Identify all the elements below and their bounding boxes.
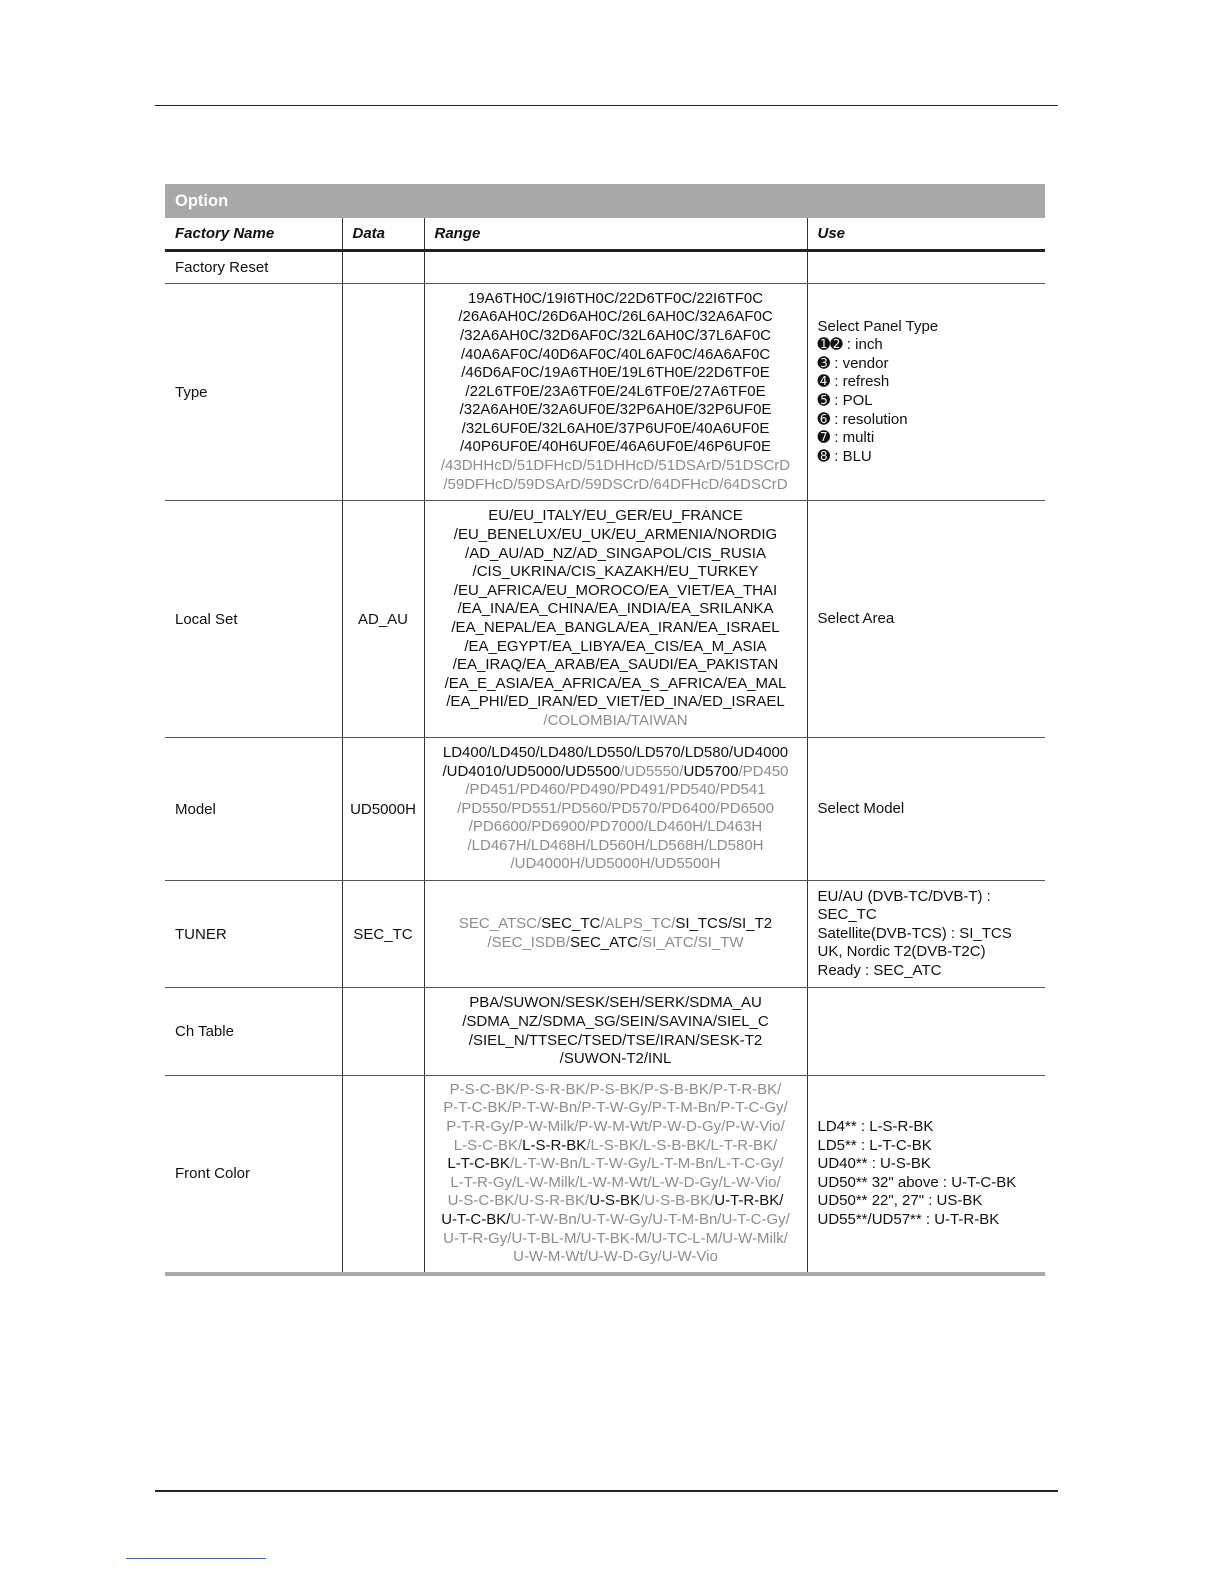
range-segment: SI_TCS/SI_T2	[675, 915, 773, 933]
range-segment: /40P6UF0E/40H6UF0E/46A6UF0E/46P6UF0E	[460, 438, 771, 456]
factory-name-cell: Model	[165, 738, 342, 881]
range-line	[425, 712, 807, 731]
range-line	[425, 308, 807, 327]
range-segment: /L-S-BK/L-S-B-BK/L-T-R-BK/	[586, 1136, 778, 1154]
use-line: SEC_TC	[817, 906, 877, 924]
header-data: Data	[342, 218, 424, 251]
header-use: Use	[807, 218, 1045, 251]
range-cell	[424, 738, 807, 881]
range-segment: /PD450	[738, 762, 789, 780]
range-line	[425, 837, 807, 856]
range-segment: /EA_INA/EA_CHINA/EA_INDIA/EA_SRILANKA	[457, 600, 774, 618]
range-line	[425, 800, 807, 819]
use-line: UD55**/UD57** : U-T-R-BK	[817, 1210, 1000, 1228]
range-line	[425, 1192, 807, 1211]
range-line	[425, 656, 807, 675]
range-segment: /EU_BENELUX/EU_UK/EU_ARMENIA/NORDIG	[453, 526, 778, 544]
range-segment: U-W-M-Wt/U-W-D-Gy/U-W-Vio	[513, 1248, 718, 1266]
range-segment: /40A6AF0C/40D6AF0C/40L6AF0C/46A6AF0C	[460, 345, 771, 363]
range-segment: SEC_ATSC/	[458, 915, 542, 933]
range-line	[425, 563, 807, 582]
range-segment: /ALPS_TC/	[600, 915, 676, 933]
range-line	[425, 383, 807, 402]
range-segment: /LD467H/LD468H/LD560H/LD568H/LD580H	[467, 836, 764, 854]
range-line	[425, 600, 807, 619]
range-line	[425, 675, 807, 694]
factory-name-cell: Ch Table	[165, 988, 342, 1076]
range-line	[425, 781, 807, 800]
range-segment: U-T-R-BK/	[714, 1192, 784, 1210]
range-segment: /26A6AH0C/26D6AH0C/26L6AH0C/32A6AF0C	[458, 308, 773, 326]
range-cell	[424, 284, 807, 501]
table-row	[165, 251, 1045, 284]
range-segment: /43DHHcD/51DFHcD/51DHHcD/51DSArD/51DSCrD	[440, 457, 791, 475]
range-line	[425, 855, 807, 874]
range-line	[425, 1137, 807, 1156]
range-line	[425, 744, 807, 763]
range-segment: /CIS_UKRINA/CIS_KAZAKH/EU_TURKEY	[472, 563, 759, 581]
range-segment: /46D6AF0C/19A6TH0E/19L6TH0E/22D6TF0E	[461, 364, 770, 382]
range-segment: P-S-C-BK/P-S-R-BK/P-S-BK/P-S-B-BK/P-T-R-BK/	[449, 1080, 782, 1098]
use-line: ➏ : resolution	[817, 410, 908, 428]
range-line	[425, 638, 807, 657]
range-segment: L-T-C-BK	[447, 1155, 510, 1173]
range-segment: /SIEL_N/TTSEC/TSED/TSE/IRAN/SESK-T2	[468, 1031, 763, 1049]
range-segment: /22L6TF0E/23A6TF0E/24L6TF0E/27A6TF0E	[465, 382, 766, 400]
range-line	[425, 619, 807, 638]
range-segment: PBA/SUWON/SESK/SEH/SERK/SDMA_AU	[469, 994, 762, 1012]
use-line: Select Area	[817, 609, 895, 627]
range-segment: /UD4000H/UD5000H/UD5500H	[510, 855, 721, 873]
data-cell	[342, 1076, 424, 1274]
range-line	[425, 507, 807, 526]
range-line	[425, 1032, 807, 1051]
use-cell	[807, 881, 1045, 988]
range-segment: U-T-W-Bn/U-T-W-Gy/U-T-M-Bn/U-T-C-Gy/	[510, 1210, 790, 1228]
range-segment: /AD_AU/AD_NZ/AD_SINGAPOL/CIS_RUSIA	[465, 544, 766, 562]
range-line	[425, 438, 807, 457]
table-row	[165, 881, 1045, 988]
range-line	[425, 290, 807, 309]
range-line	[425, 327, 807, 346]
range-segment: /EA_PHI/ED_IRAN/ED_VIET/ED_INA/ED_ISRAEL	[446, 693, 785, 711]
use-line: UD50** 32" above : U-T-C-BK	[817, 1173, 1017, 1191]
use-line: LD5** : L-T-C-BK	[817, 1136, 932, 1154]
range-segment: P-T-C-BK/P-T-W-Bn/P-T-W-Gy/P-T-M-Bn/P-T-C-Gy/	[443, 1099, 788, 1117]
use-cell	[807, 284, 1045, 501]
use-line: LD4** : L-S-R-BK	[817, 1117, 934, 1135]
range-segment: U-T-R-Gy/U-T-BL-M/U-T-BK-M/U-TC-L-M/U-W-Milk/	[443, 1229, 788, 1247]
data-cell: AD_AU	[342, 501, 424, 738]
use-line: ➊➋ : inch	[817, 336, 883, 354]
range-segment: 19A6TH0C/19I6TH0C/22D6TF0C/22I6TF0C	[467, 289, 764, 307]
use-line: Select Model	[817, 799, 905, 817]
range-segment: EU/EU_ITALY/EU_GER/EU_FRANCE	[488, 507, 743, 525]
use-line: UD50** 22", 27" : US-BK	[817, 1192, 983, 1210]
range-segment: U-S-C-BK/U-S-R-BK/	[447, 1192, 590, 1210]
use-cell	[807, 251, 1045, 284]
use-line: Select Panel Type	[817, 317, 939, 335]
header-factory-name: Factory Name	[165, 218, 342, 251]
use-line: Satellite(DVB-TCS) : SI_TCS	[817, 924, 1012, 942]
range-segment: SEC_ATC	[569, 934, 639, 951]
range-line	[425, 1155, 807, 1174]
range-segment: U-T-C-BK/	[441, 1210, 511, 1228]
table-row	[165, 988, 1045, 1076]
range-line	[425, 476, 807, 495]
footer-link-underline	[126, 1558, 266, 1559]
range-line	[425, 1081, 807, 1100]
header-rule	[155, 105, 1058, 106]
range-cell	[424, 251, 807, 284]
range-line	[425, 994, 807, 1013]
range-cell	[424, 881, 807, 988]
range-cell	[424, 988, 807, 1076]
data-cell: SEC_TC	[342, 881, 424, 988]
use-line: ➍ : refresh	[817, 373, 890, 391]
header-row	[165, 218, 1045, 251]
option-grid	[165, 218, 1045, 1276]
range-segment: /EA_IRAQ/EA_ARAB/EA_SAUDI/EA_PAKISTAN	[452, 656, 779, 674]
range-line	[425, 526, 807, 545]
range-segment: L-S-C-BK/	[453, 1136, 523, 1154]
range-line	[425, 1099, 807, 1118]
use-line: ➑ : BLU	[817, 447, 872, 465]
range-segment: U-S-BK	[589, 1192, 641, 1210]
data-cell: UD5000H	[342, 738, 424, 881]
range-segment: /EA_EGYPT/EA_LIBYA/EA_CIS/EA_M_ASIA	[464, 637, 767, 655]
range-segment: /SEC_ISDB/	[487, 934, 570, 951]
range-segment: /PD6600/PD6900/PD7000/LD460H/LD463H	[468, 818, 763, 836]
range-segment: UD5700	[683, 762, 739, 780]
range-segment: LD400/LD450/LD480/LD550/LD570/LD580/UD4000	[442, 743, 789, 761]
range-line	[425, 693, 807, 712]
use-line: ➐ : multi	[817, 429, 875, 447]
range-segment: /32L6UF0E/32L6AH0E/37P6UF0E/40A6UF0E	[461, 419, 770, 437]
range-segment: /EA_E_ASIA/EA_AFRICA/EA_S_AFRICA/EA_MAL	[444, 674, 787, 692]
data-cell	[342, 284, 424, 501]
range-line	[425, 934, 807, 953]
range-segment: /EA_NEPAL/EA_BANGLA/EA_IRAN/EA_ISRAEL	[451, 619, 780, 636]
range-line	[425, 1230, 807, 1249]
range-segment: /COLOMBIA/TAIWAN	[543, 711, 688, 729]
range-line	[425, 1248, 807, 1267]
use-cell	[807, 501, 1045, 738]
factory-name-cell: Local Set	[165, 501, 342, 738]
range-line	[425, 763, 807, 782]
table-row	[165, 284, 1045, 501]
data-cell	[342, 988, 424, 1076]
range-segment: /UD5550/	[620, 762, 684, 780]
range-segment: /SDMA_NZ/SDMA_SG/SEIN/SAVINA/SIEL_C	[462, 1012, 769, 1030]
use-line: UK, Nordic T2(DVB-T2C)	[817, 943, 986, 961]
range-line	[425, 818, 807, 837]
use-line: Ready : SEC_ATC	[817, 961, 942, 979]
table-row	[165, 501, 1045, 738]
range-segment: /PD550/PD551/PD560/PD570/PD6400/PD6500	[457, 799, 774, 817]
range-segment: /SI_ATC/SI_TW	[638, 934, 744, 951]
range-line	[425, 545, 807, 564]
use-cell	[807, 988, 1045, 1076]
range-line	[425, 1211, 807, 1230]
range-segment: /U-S-B-BK/	[640, 1192, 715, 1210]
factory-name-cell: Front Color	[165, 1076, 342, 1274]
use-cell	[807, 1076, 1045, 1274]
use-line: EU/AU (DVB-TC/DVB-T) :	[817, 887, 991, 905]
use-line: ➎ : POL	[817, 392, 873, 409]
range-segment: /EU_AFRICA/EU_MOROCO/EA_VIET/EA_THAI	[453, 581, 778, 599]
range-line	[425, 1118, 807, 1137]
range-segment: L-S-R-BK	[522, 1136, 587, 1154]
range-line	[425, 1013, 807, 1032]
use-cell	[807, 738, 1045, 881]
range-segment: /L-T-W-Bn/L-T-W-Gy/L-T-M-Bn/L-T-C-Gy/	[509, 1155, 784, 1173]
range-line	[425, 401, 807, 420]
range-line	[425, 582, 807, 601]
factory-name-cell: Type	[165, 284, 342, 501]
range-line	[425, 364, 807, 383]
range-segment: /SUWON-T2/INL	[559, 1050, 672, 1068]
range-cell	[424, 1076, 807, 1274]
factory-name-cell: TUNER	[165, 881, 342, 988]
range-cell	[424, 501, 807, 738]
header-range: Range	[424, 218, 807, 251]
range-segment: /UD4010/UD5000/UD5500	[442, 762, 621, 780]
range-segment: L-T-R-Gy/L-W-Milk/L-W-M-Wt/L-W-D-Gy/L-W-Vio/	[450, 1173, 781, 1191]
range-segment: /PD451/PD460/PD490/PD491/PD540/PD541	[465, 781, 766, 799]
table-row	[165, 1076, 1045, 1274]
range-line	[425, 457, 807, 476]
factory-name-cell: Factory Reset	[165, 251, 342, 284]
use-line: UD40** : U-S-BK	[817, 1155, 931, 1173]
range-segment: /59DFHcD/59DSArD/59DSCrD/64DFHcD/64DSCrD	[443, 475, 788, 493]
range-line	[425, 1174, 807, 1193]
range-segment: P-T-R-Gy/P-W-Milk/P-W-M-Wt/P-W-D-Gy/P-W-Vio/	[446, 1117, 785, 1135]
table-title: Option	[165, 184, 1045, 218]
range-line	[425, 1050, 807, 1069]
use-line: ➌ : vendor	[817, 354, 889, 372]
range-line	[425, 420, 807, 439]
range-segment: /32A6AH0C/32D6AF0C/32L6AH0C/37L6AF0C	[459, 326, 771, 344]
option-table	[165, 184, 1045, 1276]
footer-rule	[155, 1490, 1058, 1492]
data-cell	[342, 251, 424, 284]
table-row	[165, 738, 1045, 881]
range-segment: SEC_TC	[541, 915, 601, 933]
range-line	[425, 915, 807, 934]
range-line	[425, 346, 807, 365]
range-segment: /32A6AH0E/32A6UF0E/32P6AH0E/32P6UF0E	[459, 401, 772, 419]
